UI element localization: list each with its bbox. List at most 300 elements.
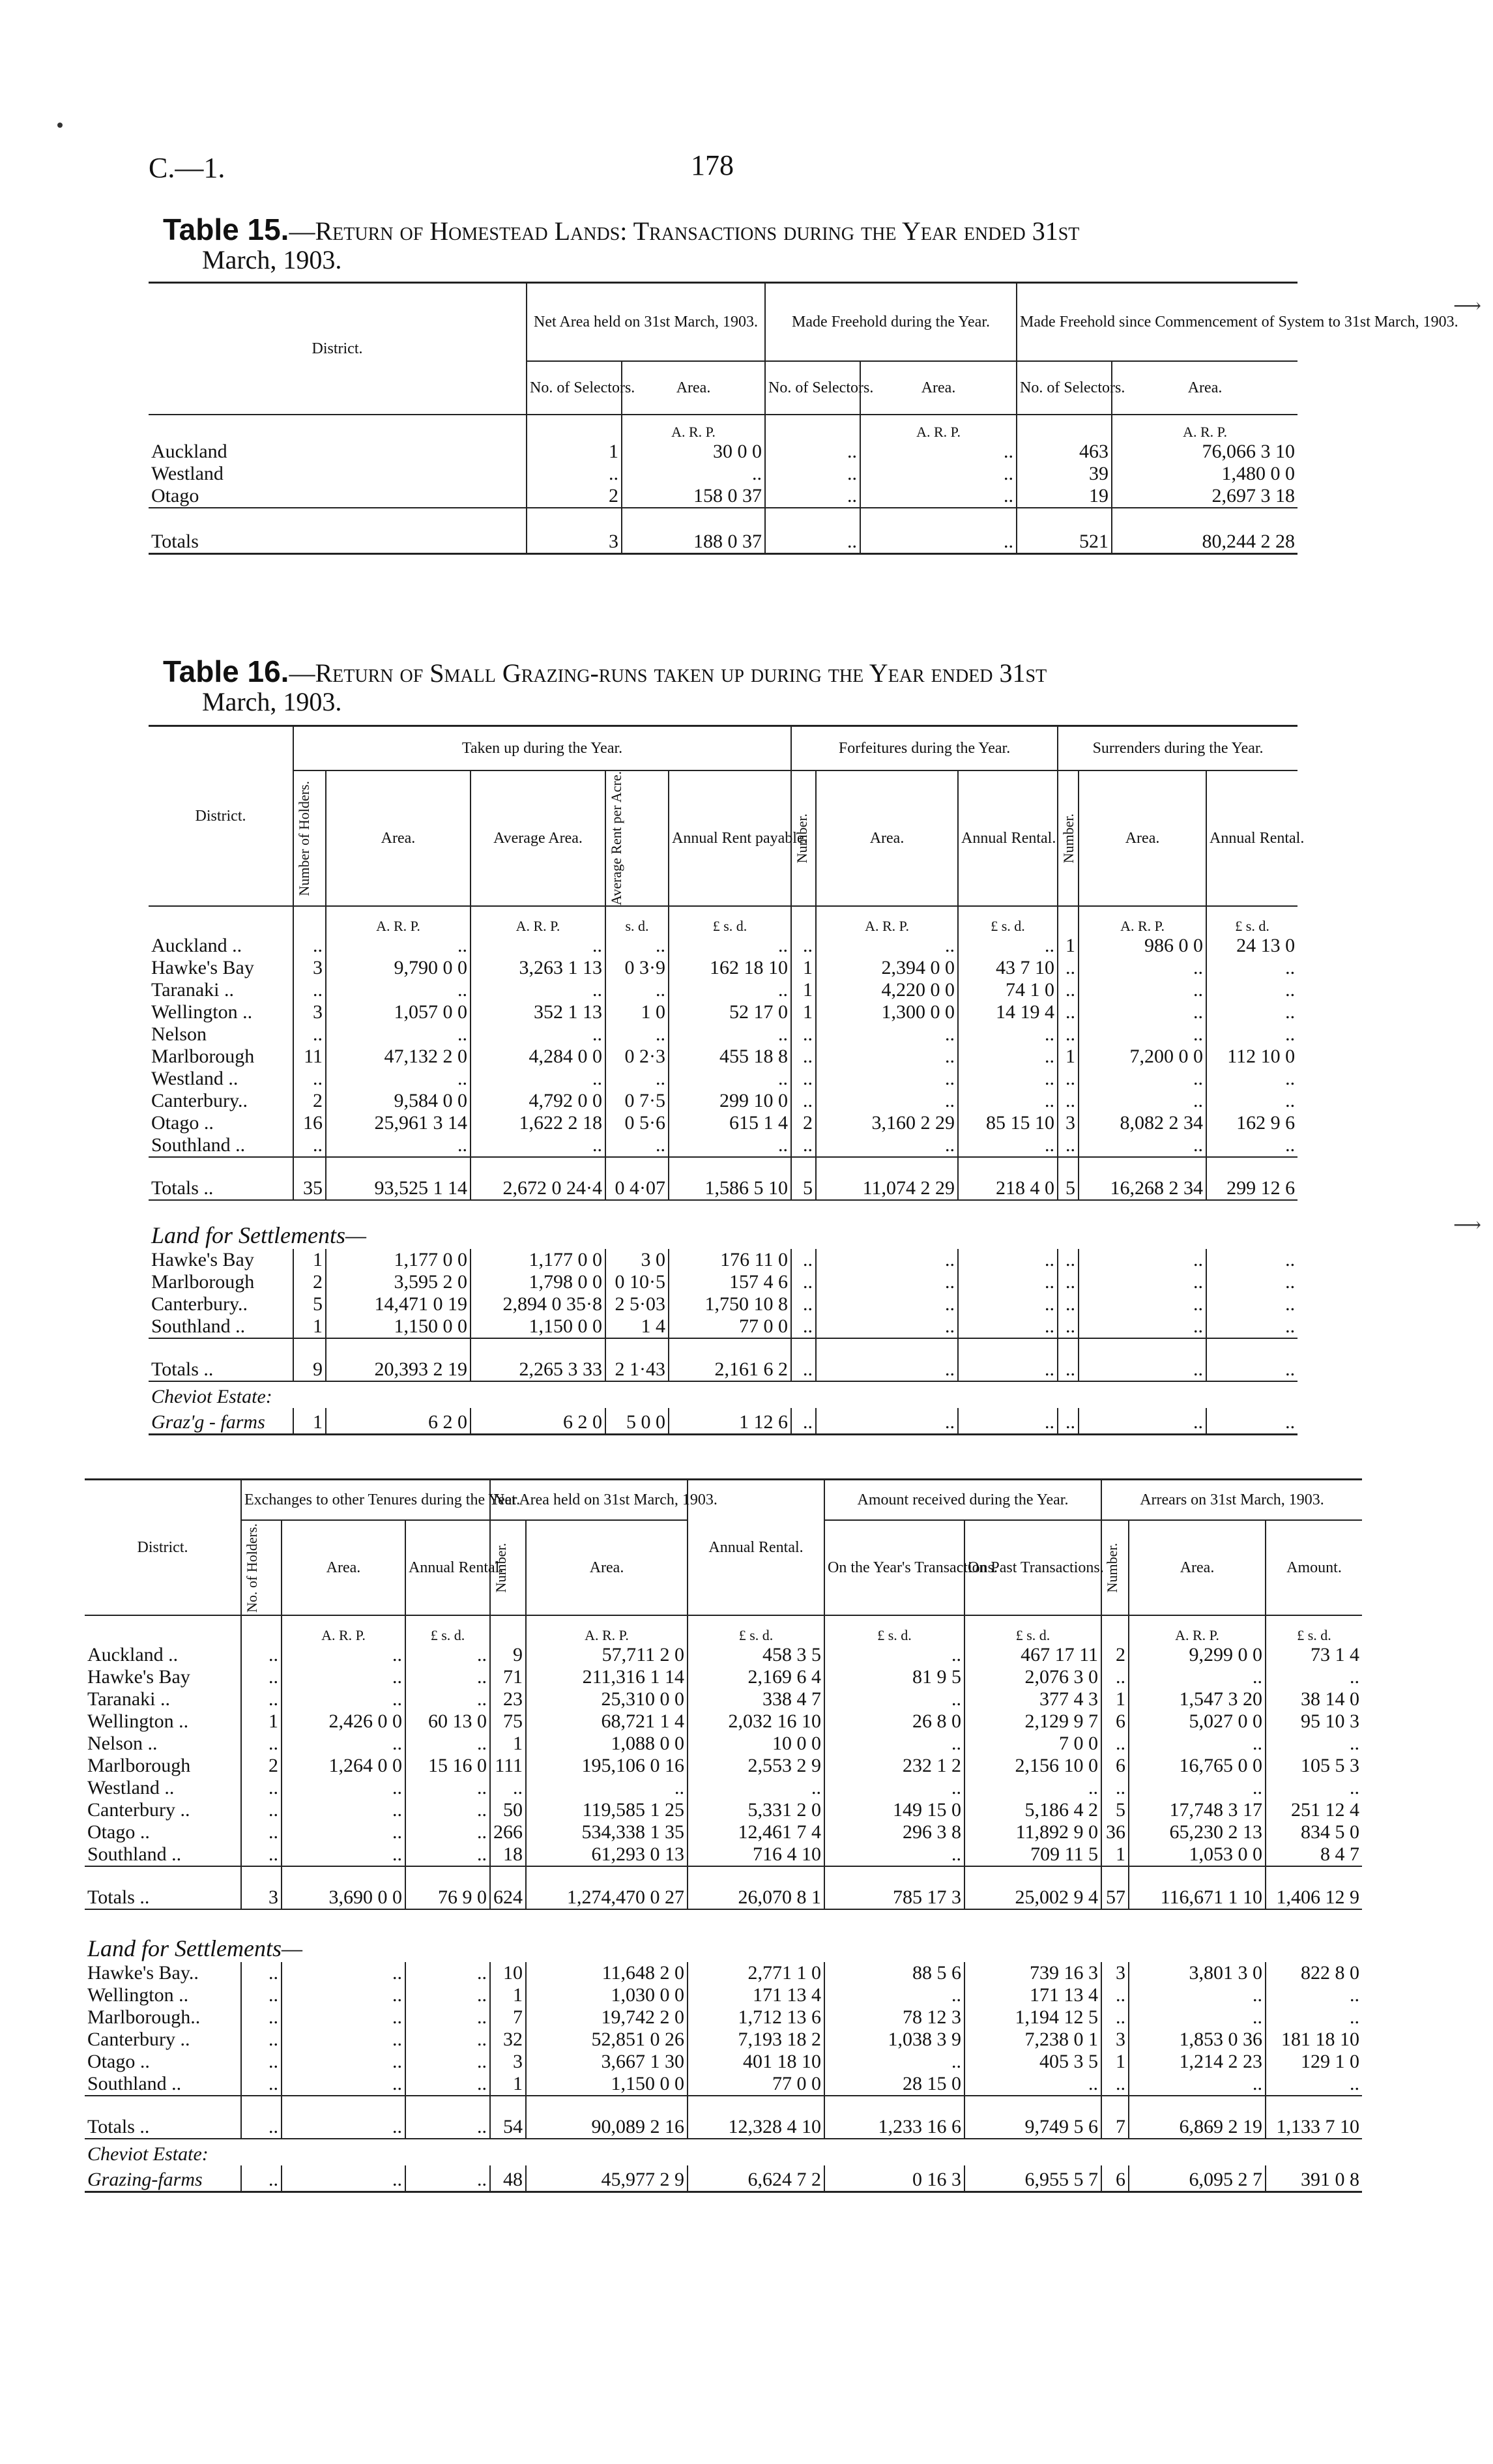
col-amount: Amount.	[1286, 1559, 1342, 1576]
value-cell: ..	[605, 1068, 669, 1090]
col-selectors: No. of Selectors.	[1017, 361, 1112, 415]
value-cell: ..	[1285, 1315, 1296, 1338]
value-cell: ..	[816, 1315, 958, 1338]
value-cell: 1,177 0 0	[471, 1249, 605, 1271]
table16-title: —Return of Small Grazing-runs taken up during the Year ended 31st	[289, 658, 1047, 688]
value-cell: 2,553 2 9	[688, 1755, 824, 1777]
value-cell: ..	[282, 1962, 405, 1984]
district-cell: Auckland	[149, 441, 527, 463]
col-selectors: No. of Selectors.	[765, 361, 860, 415]
totals-row	[149, 508, 1297, 553]
value-cell: 2,265 3 33	[471, 1338, 605, 1381]
table-row	[85, 1666, 1362, 1688]
value-cell: 77 0 0	[688, 2073, 824, 2096]
value-cell: ..	[471, 1134, 605, 1157]
grp-exchanges: Exchanges to other Tenures during the Year.	[241, 1480, 490, 1521]
value-cell: 1 12 6	[669, 1408, 791, 1434]
table-row	[149, 1001, 1297, 1023]
value-cell: 26,070 8 1	[688, 1866, 824, 1909]
value-cell: 1	[293, 1315, 326, 1338]
district-cell: Nelson	[149, 1023, 293, 1046]
value-cell: 47,132 2 0	[326, 1046, 471, 1068]
units-label: £ s. d.	[688, 1615, 824, 1644]
cheviot-row	[85, 2165, 1362, 2192]
totals-row	[85, 1866, 1362, 1909]
value-cell: ..	[1079, 1068, 1206, 1090]
value-cell: 3,690 0 0	[282, 1866, 405, 1909]
value-cell: ..	[1285, 1090, 1296, 1112]
value-cell: 986 0 0	[1079, 935, 1206, 957]
grp-forfeitures: Forfeitures during the Year.	[791, 726, 1058, 771]
district-cell: Westland	[149, 463, 527, 485]
value-cell: 3	[1101, 2029, 1129, 2051]
col-area: Area.	[860, 361, 1017, 415]
value-cell: ..	[1058, 1271, 1079, 1293]
value-cell: ..	[326, 935, 471, 957]
value-cell: 1,053 0 0	[1129, 1843, 1266, 1866]
value-cell: 4,220 0 0	[816, 979, 958, 1001]
value-cell: 3	[293, 1001, 326, 1023]
value-cell: ..	[1058, 979, 1079, 1001]
table-row	[85, 1799, 1362, 1821]
value-cell: ..	[791, 1023, 816, 1046]
value-cell: ..	[405, 1666, 490, 1688]
totals-row	[85, 2096, 1362, 2139]
value-cell: 15 16 0	[405, 1755, 490, 1777]
value-cell: 65,230 2 13	[1129, 1821, 1266, 1843]
value-cell: 6,869 2 19	[1129, 2096, 1266, 2139]
table-row	[85, 1710, 1362, 1733]
value-cell: 77 0 0	[669, 1315, 791, 1338]
value-cell: 1,480 0 0	[1221, 463, 1296, 484]
value-cell: 7,193 18 2	[688, 2029, 824, 2051]
value-cell: 36	[1101, 1821, 1129, 1843]
value-cell: 3,160 2 29	[816, 1112, 958, 1134]
col-number: Number.	[1060, 813, 1077, 864]
value-cell: 6,624 7 2	[688, 2165, 824, 2192]
value-cell: 7	[490, 2006, 526, 2029]
units-label: A. R. P.	[622, 415, 765, 441]
units-label: A. R. P.	[1129, 1615, 1266, 1644]
value-cell: ..	[241, 1644, 282, 1666]
value-cell: 81 9 5	[824, 1666, 964, 1688]
table16-caption	[163, 654, 1271, 716]
units-label: A. R. P.	[282, 1615, 405, 1644]
col-holders: No. of Holders.	[244, 1523, 260, 1613]
table15-title: —Return of Homestead Lands: Transactions during the Year ended 31st	[289, 216, 1080, 246]
value-cell: ..	[958, 1338, 1058, 1381]
value-cell: 534,338 1 35	[526, 1821, 688, 1843]
value-cell: 11	[293, 1046, 326, 1068]
value-cell: ..	[241, 1821, 282, 1843]
value-cell: ..	[816, 1068, 958, 1090]
district-cell: Totals ..	[85, 1866, 241, 1909]
grp-since-commencement: Made Freehold since Commencement of System to 31st March, 1903.	[1017, 283, 1297, 362]
value-cell: 467 17 11	[964, 1644, 1101, 1666]
value-cell: 50	[490, 1799, 526, 1821]
col-annual-rent: Annual Rent payable.	[669, 770, 791, 906]
value-cell: 1,133 7 10	[1276, 2116, 1360, 2137]
value-cell: 1,030 0 0	[526, 1984, 688, 2006]
value-cell: 377 4 3	[964, 1688, 1101, 1710]
value-cell: ..	[605, 1134, 669, 1157]
value-cell: 9	[293, 1338, 326, 1381]
value-cell: 3	[490, 2051, 526, 2073]
value-cell: 52 17 0	[669, 1001, 791, 1023]
value-cell: ..	[1058, 1068, 1079, 1090]
value-cell: ..	[816, 1249, 958, 1271]
totals-row	[149, 1338, 1297, 1381]
value-cell: ..	[958, 1023, 1058, 1046]
value-cell: ..	[765, 463, 860, 485]
table-row	[149, 1315, 1297, 1338]
value-cell: ..	[471, 1023, 605, 1046]
value-cell: 2,161 6 2	[669, 1338, 791, 1381]
value-cell: 45,977 2 9	[526, 2165, 688, 2192]
series-code: C.—1.	[149, 152, 225, 184]
value-cell: ..	[282, 1821, 405, 1843]
value-cell: 3	[1101, 1962, 1129, 1984]
table-row	[149, 1271, 1297, 1293]
table-row	[85, 1733, 1362, 1755]
table-row	[149, 1068, 1297, 1090]
value-cell: 1,853 0 36	[1129, 2029, 1266, 2051]
value-cell: ..	[669, 979, 791, 1001]
value-cell: ..	[1350, 1984, 1360, 2006]
cheviot-row	[149, 1408, 1297, 1434]
district-cell: Totals	[149, 508, 527, 553]
value-cell: 25,002 9 4	[964, 1866, 1101, 1909]
value-cell: ..	[791, 1408, 816, 1434]
value-cell: 10 0 0	[688, 1733, 824, 1755]
district-cell: Otago ..	[85, 1821, 241, 1843]
value-cell: 2,129 9 7	[964, 1710, 1101, 1733]
section-land-for-settlements: Land for Settlements—	[87, 1935, 302, 1961]
table-row	[149, 463, 1297, 485]
value-cell: ..	[860, 463, 1017, 485]
value-cell: 1,194 12 5	[964, 2006, 1101, 2029]
value-cell: ..	[824, 1733, 964, 1755]
value-cell: ..	[1285, 1249, 1296, 1271]
value-cell: 1,274,470 0 27	[526, 1866, 688, 1909]
value-cell: 463	[1017, 441, 1112, 463]
table-row	[149, 1112, 1297, 1134]
value-cell: ..	[816, 1046, 958, 1068]
value-cell: 188 0 37	[622, 508, 765, 553]
district-cell: Southland ..	[85, 2073, 241, 2096]
value-cell: ..	[1079, 1271, 1206, 1293]
value-cell: 57	[1101, 1866, 1129, 1909]
value-cell: 8 4 7	[1320, 1843, 1360, 1865]
value-cell: ..	[1101, 1733, 1129, 1755]
table-row	[149, 441, 1297, 463]
value-cell: 0 16 3	[824, 2165, 964, 2192]
value-cell: ..	[765, 508, 860, 553]
col-annual-rental: Annual Rental.	[688, 1480, 824, 1616]
value-cell: 2	[293, 1090, 326, 1112]
district-cell: Auckland ..	[149, 935, 293, 957]
district-cell: Totals ..	[85, 2096, 241, 2139]
value-cell: 1,264 0 0	[282, 1755, 405, 1777]
value-cell: ..	[282, 2029, 405, 2051]
value-cell: 1 0	[605, 1001, 669, 1023]
value-cell: ..	[791, 1338, 816, 1381]
value-cell: ..	[405, 1688, 490, 1710]
value-cell: 1,712 13 6	[688, 2006, 824, 2029]
value-cell: ..	[605, 979, 669, 1001]
value-cell: ..	[405, 1733, 490, 1755]
value-cell: ..	[405, 2165, 490, 2192]
value-cell: 1,057 0 0	[326, 1001, 471, 1023]
value-cell: 352 1 13	[471, 1001, 605, 1023]
value-cell: ..	[1101, 1777, 1129, 1799]
value-cell: ..	[669, 1134, 791, 1157]
value-cell: ..	[958, 1068, 1058, 1090]
district-cell: Canterbury ..	[85, 2029, 241, 2051]
value-cell: ..	[1129, 1777, 1266, 1799]
value-cell: ..	[964, 2073, 1101, 2096]
value-cell: 19	[1017, 485, 1112, 508]
value-cell: ..	[1079, 1090, 1206, 1112]
value-cell: ..	[622, 463, 765, 485]
value-cell: ..	[405, 1962, 490, 1984]
district-cell: Grazing-farms	[85, 2165, 241, 2192]
value-cell: 218 4 0	[958, 1157, 1058, 1200]
value-cell: 11,892 9 0	[964, 1821, 1101, 1843]
value-cell: ..	[958, 1271, 1058, 1293]
cheviot-estate-label: Cheviot Estate:	[151, 1386, 272, 1408]
value-cell: 88 5 6	[824, 1962, 964, 1984]
value-cell: 7 0 0	[964, 1733, 1101, 1755]
value-cell: ..	[1079, 1408, 1206, 1434]
district-cell: Canterbury..	[149, 1090, 293, 1112]
value-cell: 4,284 0 0	[471, 1046, 605, 1068]
col-area: Area.	[1187, 379, 1223, 396]
value-cell: ..	[791, 1315, 816, 1338]
value-cell: ..	[241, 2006, 282, 2029]
value-cell: 2,426 0 0	[282, 1710, 405, 1733]
district-cell: Hawke's Bay	[149, 1249, 293, 1271]
value-cell: ..	[282, 1688, 405, 1710]
grp-net-area: Net Area held on 31st March, 1903.	[527, 283, 765, 362]
value-cell: 1	[1058, 935, 1079, 957]
value-cell: ..	[1285, 1068, 1296, 1090]
value-cell: 14 19 4	[958, 1001, 1058, 1023]
value-cell: 3	[293, 957, 326, 979]
value-cell: ..	[326, 1068, 471, 1090]
value-cell: ..	[816, 1090, 958, 1112]
value-cell: ..	[241, 2073, 282, 2096]
value-cell: 2,156 10 0	[964, 1755, 1101, 1777]
value-cell: 615 1 4	[669, 1112, 791, 1134]
value-cell: 38 14 0	[1301, 1688, 1360, 1710]
value-cell: ..	[282, 1843, 405, 1866]
value-cell: 85 15 10	[958, 1112, 1058, 1134]
value-cell: 2	[791, 1112, 816, 1134]
value-cell: ..	[1285, 1271, 1296, 1293]
col-district: District.	[149, 283, 527, 415]
value-cell: 5,027 0 0	[1129, 1710, 1266, 1733]
value-cell: ..	[471, 935, 605, 957]
value-cell: ..	[526, 1777, 688, 1799]
col-area: Area.	[282, 1520, 405, 1615]
table15-title-line2: March, 1903.	[202, 245, 342, 274]
value-cell: ..	[816, 1134, 958, 1157]
value-cell: ..	[1058, 1293, 1079, 1315]
table16	[149, 725, 1305, 1435]
value-cell: ..	[816, 1293, 958, 1315]
value-cell: ..	[405, 2006, 490, 2029]
value-cell: ..	[405, 2073, 490, 2096]
value-cell: ..	[816, 1408, 958, 1434]
district-cell: Graz'g - farms	[149, 1408, 293, 1434]
value-cell: ..	[1058, 1001, 1079, 1023]
table-row	[149, 1134, 1297, 1157]
district-cell: Totals ..	[149, 1338, 293, 1381]
value-cell: ..	[860, 508, 1017, 553]
district-cell: Southland ..	[149, 1315, 293, 1338]
table-row	[85, 2006, 1362, 2029]
value-cell: ..	[1101, 1666, 1129, 1688]
value-cell: 80,244 2 28	[1202, 530, 1296, 552]
value-cell: ..	[824, 2051, 964, 2073]
value-cell: 2,032 16 10	[688, 1710, 824, 1733]
table-row	[85, 1843, 1362, 1866]
value-cell: 1	[490, 1984, 526, 2006]
value-cell: 52,851 0 26	[526, 2029, 688, 2051]
table-row	[149, 957, 1297, 979]
value-cell: 11,074 2 29	[816, 1157, 958, 1200]
units-label: A. R. P.	[860, 415, 1017, 441]
value-cell: 1	[1101, 1688, 1129, 1710]
value-cell: 251 12 4	[1291, 1799, 1360, 1821]
value-cell: 68,721 1 4	[526, 1710, 688, 1733]
value-cell: 2,672 0 24·4	[471, 1157, 605, 1200]
value-cell: 1	[293, 1249, 326, 1271]
value-cell: ..	[791, 1090, 816, 1112]
grp-made-freehold: Made Freehold during the Year.	[765, 283, 1017, 362]
value-cell: 6 2 0	[326, 1408, 471, 1434]
value-cell: ..	[293, 979, 326, 1001]
value-cell: ..	[1058, 1249, 1079, 1271]
value-cell: ..	[765, 441, 860, 463]
value-cell: 16,268 2 34	[1079, 1157, 1206, 1200]
district-cell: Southland ..	[85, 1843, 241, 1866]
value-cell: 2,394 0 0	[816, 957, 958, 979]
value-cell: ..	[282, 1733, 405, 1755]
value-cell: 1,586 5 10	[669, 1157, 791, 1200]
district-cell: Taranaki ..	[85, 1688, 241, 1710]
value-cell: ..	[1285, 1023, 1296, 1046]
value-cell: 6	[1101, 1755, 1129, 1777]
value-cell: ..	[958, 1090, 1058, 1112]
margin-mark-icon: ⟶	[1453, 295, 1482, 317]
value-cell: 2	[293, 1271, 326, 1293]
value-cell: ..	[1129, 2073, 1266, 2096]
value-cell: ..	[669, 1068, 791, 1090]
value-cell: 12,328 4 10	[688, 2096, 824, 2139]
value-cell: ..	[1079, 1338, 1206, 1381]
value-cell: ..	[824, 1843, 964, 1866]
district-cell: Marlborough..	[85, 2006, 241, 2029]
value-cell: 10	[490, 1962, 526, 1984]
value-cell: 28 15 0	[824, 2073, 964, 2096]
value-cell: ..	[282, 2051, 405, 2073]
value-cell: 149 15 0	[824, 1799, 964, 1821]
value-cell: ..	[241, 1799, 282, 1821]
value-cell: ..	[688, 1777, 824, 1799]
value-cell: ..	[326, 1023, 471, 1046]
value-cell: ..	[1058, 1023, 1079, 1046]
value-cell: 1	[791, 957, 816, 979]
table-row	[149, 1293, 1297, 1315]
value-cell: 1	[791, 979, 816, 1001]
value-cell: 171 13 4	[688, 1984, 824, 2006]
value-cell: 157 4 6	[669, 1271, 791, 1293]
district-cell: Hawke's Bay..	[85, 1962, 241, 1984]
value-cell: 2	[241, 1755, 282, 1777]
value-cell: ..	[816, 1271, 958, 1293]
value-cell: 23	[490, 1688, 526, 1710]
table-row	[85, 1962, 1362, 1984]
value-cell: 25,310 0 0	[526, 1688, 688, 1710]
units-label: £ s. d.	[669, 906, 791, 935]
value-cell: 17,748 3 17	[1129, 1799, 1266, 1821]
value-cell: 24 13 0	[1236, 935, 1296, 957]
district-cell: Wellington ..	[85, 1710, 241, 1733]
value-cell: 1,300 0 0	[816, 1001, 958, 1023]
value-cell: ..	[490, 1777, 526, 1799]
value-cell: 54	[490, 2096, 526, 2139]
value-cell: ..	[1079, 1293, 1206, 1315]
value-cell: ..	[860, 441, 1017, 463]
value-cell: 8,082 2 34	[1079, 1112, 1206, 1134]
district-cell: Otago ..	[85, 2051, 241, 2073]
district-cell: Hawke's Bay	[149, 957, 293, 979]
value-cell: ..	[958, 1249, 1058, 1271]
value-cell: ..	[816, 1338, 958, 1381]
value-cell: ..	[282, 1777, 405, 1799]
value-cell: 26 8 0	[824, 1710, 964, 1733]
value-cell: 1,233 16 6	[824, 2096, 964, 2139]
value-cell: 0 4·07	[605, 1157, 669, 1200]
value-cell: 2	[527, 485, 622, 508]
col-average-area: Average Area.	[471, 770, 605, 906]
units-label: £ s. d.	[958, 906, 1058, 935]
value-cell: ..	[816, 1023, 958, 1046]
value-cell: 391 0 8	[1301, 2168, 1360, 2190]
value-cell: 75	[490, 1710, 526, 1733]
value-cell: ..	[326, 979, 471, 1001]
value-cell: 1	[241, 1710, 282, 1733]
value-cell: ..	[824, 1688, 964, 1710]
district-cell: Wellington ..	[85, 1984, 241, 2006]
table-row	[149, 1046, 1297, 1068]
value-cell: 20,393 2 19	[326, 1338, 471, 1381]
value-cell: 834 5 0	[1301, 1821, 1360, 1843]
value-cell: ..	[765, 485, 860, 508]
value-cell: ..	[241, 1666, 282, 1688]
value-cell: ..	[791, 1068, 816, 1090]
value-cell: ..	[791, 1134, 816, 1157]
district-cell: Westland ..	[149, 1068, 293, 1090]
value-cell: 296 3 8	[824, 1821, 964, 1843]
value-cell: 6,095 2 7	[1129, 2165, 1266, 2192]
value-cell: 458 3 5	[688, 1644, 824, 1666]
value-cell: 6	[1101, 2165, 1129, 2192]
value-cell: 211,316 1 14	[526, 1666, 688, 1688]
value-cell: 1,150 0 0	[526, 2073, 688, 2096]
